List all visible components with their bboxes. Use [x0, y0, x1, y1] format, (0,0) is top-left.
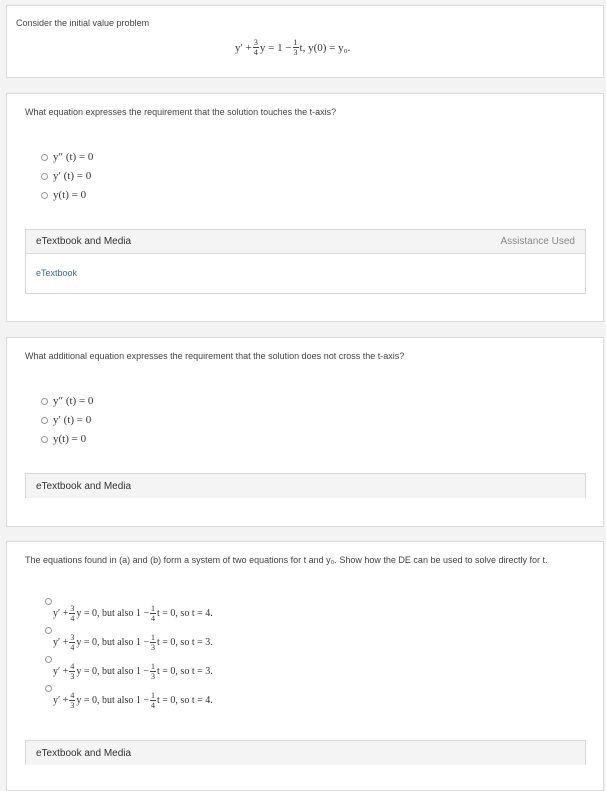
- radio-button[interactable]: [41, 173, 48, 180]
- eq-frac-1: $\frac{3}{4}$: [253, 38, 258, 57]
- assistance-used-label: Assistance Used: [500, 236, 575, 247]
- radio-button[interactable]: [41, 398, 48, 405]
- etextbook-link[interactable]: eTextbook: [36, 268, 78, 278]
- eq-frac-2: $\frac{1}{3}$: [293, 38, 298, 57]
- question-a-card: [6, 93, 604, 322]
- question-b-card: [6, 337, 604, 527]
- radio-button[interactable]: [41, 192, 48, 199]
- etextbook-panel-header[interactable]: [26, 474, 585, 498]
- etextbook-panel-header[interactable]: [26, 741, 585, 765]
- radio-button[interactable]: [45, 685, 52, 692]
- question-c-option-2[interactable]: y′ + $\frac{3}{4}$ y = 0, but also 1 − $\frac{1}{3}$ t = 0, so t = 3.: [53, 633, 213, 652]
- question-c-option-3[interactable]: y′ + $\frac{4}{3}$ y = 0, but also 1 − $\frac{1}{3}$ t = 0, so t = 3.: [53, 662, 213, 681]
- problem-statement-card: [6, 5, 604, 78]
- question-b-option-2[interactable]: y′ (t) = 0: [41, 414, 91, 426]
- question-b-text: What additional equation expresses the requirement that the solution does not cross the t-axis?: [25, 351, 405, 361]
- problem-intro: Consider the initial value problem: [16, 18, 150, 28]
- radio-button[interactable]: [41, 417, 48, 424]
- etextbook-panel-b: [25, 473, 586, 498]
- question-c-option-1[interactable]: y′ + $\frac{3}{4}$ y = 0, but also 1 − $\frac{1}{4}$ t = 0, so t = 4.: [53, 604, 213, 623]
- eq-lhs: y′ +: [235, 41, 252, 54]
- question-b-option-1[interactable]: y″ (t) = 0: [41, 395, 93, 407]
- problem-equation: [235, 38, 350, 57]
- question-c-option-4[interactable]: y′ + $\frac{4}{3}$ y = 0, but also 1 − $\frac{1}{4}$ t = 0, so t = 4.: [53, 691, 213, 710]
- question-a-option-3[interactable]: y(t) = 0: [41, 189, 86, 201]
- radio-button[interactable]: [45, 627, 52, 634]
- etextbook-panel-a: [25, 229, 586, 294]
- radio-button[interactable]: [45, 598, 52, 605]
- etextbook-panel-c: [25, 740, 586, 765]
- question-a-text: What equation expresses the requirement that the solution touches the t-axis?: [25, 107, 337, 117]
- question-c-text: The equations found in (a) and (b) form a system of two equations for t and y₀. Show how the DE can be used to solve directly for t.: [25, 555, 548, 565]
- question-a-option-2[interactable]: y′ (t) = 0: [41, 170, 91, 182]
- question-c-card: [6, 541, 604, 791]
- etextbook-panel-header[interactable]: [26, 230, 585, 254]
- question-b-option-3[interactable]: y(t) = 0: [41, 433, 86, 445]
- eq-rhs: t, y(0) = y₀.: [299, 41, 351, 54]
- eq-mid: y = 1 −: [259, 41, 292, 54]
- panel-title: eTextbook and Media: [36, 747, 132, 759]
- radio-button[interactable]: [41, 154, 48, 161]
- question-a-option-1[interactable]: y″ (t) = 0: [41, 151, 93, 163]
- panel-title: eTextbook and Media: [36, 480, 132, 492]
- radio-button[interactable]: [41, 436, 48, 443]
- panel-title: eTextbook and Media: [36, 236, 132, 247]
- radio-button[interactable]: [45, 656, 52, 663]
